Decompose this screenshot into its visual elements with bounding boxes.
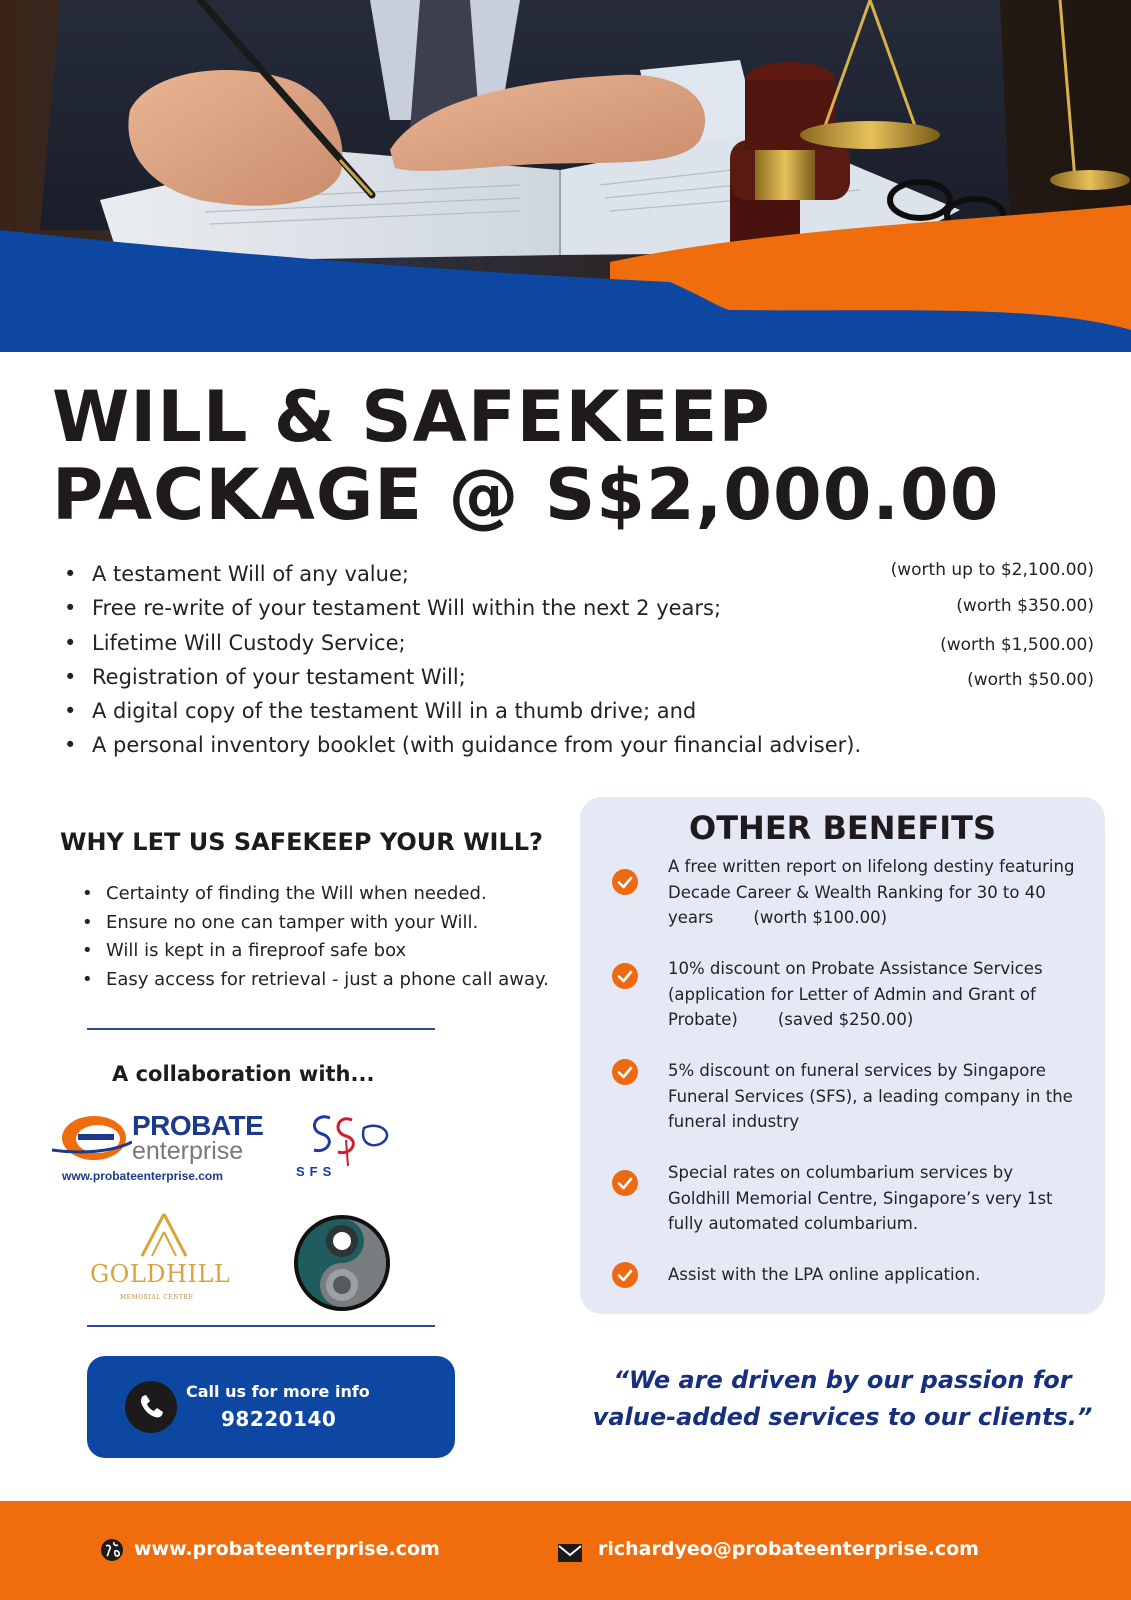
footer-bar (0, 1501, 1131, 1600)
worth-label: (worth $350.00) (956, 596, 1094, 617)
probate-enterprise-logo-icon (52, 1112, 132, 1166)
emblem-logo-icon (292, 1213, 392, 1313)
why-heading: WHY LET US SAFEKEEP YOUR WILL? (60, 828, 543, 856)
check-icon (612, 869, 638, 895)
probate-logo-name: PROBATE (132, 1110, 264, 1141)
divider-top (87, 1028, 435, 1030)
footer-email-link[interactable]: richardyeo@probateenterprise.com (598, 1538, 979, 1560)
benefit-note: (worth $100.00) (753, 908, 888, 927)
list-item: • A digital copy of the testament Will in a thumb drive; and (62, 697, 1102, 731)
benefit-item: Assist with the LPA online application. (668, 1265, 981, 1284)
title-line-2: PACKAGE @ S$2,000.00 (52, 454, 1000, 536)
package-list (62, 560, 1102, 766)
benefit-note: (saved $250.00) (777, 1010, 914, 1029)
list-item: • Will is kept in a fireproof safe box (80, 939, 580, 968)
list-item: • Free re-write of your testament Will within the next 2 years; (worth $350.00) (62, 594, 1102, 628)
email-icon (557, 1543, 583, 1563)
call-button[interactable] (87, 1356, 455, 1458)
why-list (80, 882, 580, 996)
benefit-item: 5% discount on funeral services by Singapore Funeral Services (SFS), a leading company in the funeral industry (668, 1061, 1073, 1131)
sfs-logo-text: SFS (296, 1164, 337, 1179)
probate-logo-url: www.probateenterprise.com (62, 1169, 223, 1183)
list-item: • Lifetime Will Custody Service; (worth $1,500.00) (62, 629, 1102, 663)
check-icon (612, 1170, 638, 1196)
list-item: • A personal inventory booklet (with guidance from your financial adviser). (62, 731, 1102, 765)
benefits-heading: OTHER BENEFITS (689, 809, 996, 847)
list-item: • Certainty of finding the Will when needed. (80, 882, 580, 911)
phone-icon (125, 1381, 177, 1433)
goldhill-logo-name: GOLDHILL (90, 1260, 231, 1288)
list-item: • Easy access for retrieval - just a phone call away. (80, 968, 580, 997)
sfs-logo-icon (290, 1110, 400, 1170)
worth-label: (worth $1,500.00) (940, 634, 1094, 655)
list-item: • Ensure no one can tamper with your Will. (80, 911, 580, 940)
page-title (52, 378, 1072, 534)
benefit-item: Special rates on columbarium services by Goldhill Memorial Centre, Singapore’s very 1st fully automated columbarium. (668, 1163, 1053, 1233)
check-icon (612, 1262, 638, 1288)
other-benefits-panel (580, 797, 1105, 1314)
list-item: • A testament Will of any value; (worth up to $2,100.00) (62, 560, 1102, 594)
worth-label: (worth $50.00) (967, 669, 1094, 690)
check-icon (612, 1059, 638, 1085)
benefit-item: 10% discount on Probate Assistance Services (application for Letter of Admin and Grant of Probate) (saved $250.00) (668, 959, 1043, 1029)
list-item: • Registration of your testament Will; (worth $50.00) (62, 663, 1102, 697)
call-label: Call us for more info (186, 1382, 370, 1401)
globe-icon (100, 1538, 124, 1562)
mission-quote: “We are driven by our passion for value-added services to our clients.” (592, 1366, 1093, 1431)
goldhill-logo-sub: MEMORIAL CENTRE (120, 1294, 194, 1301)
collaboration-heading: A collaboration with... (112, 1062, 375, 1086)
probate-logo-sub: enterprise (132, 1137, 244, 1165)
footer-website-link[interactable]: www.probateenterprise.com (134, 1538, 440, 1560)
benefit-item: A free written report on lifelong destiny featuring Decade Career & Wealth Ranking for 30 to 40 years (worth $100.00) (668, 857, 1075, 927)
check-icon (612, 963, 638, 989)
worth-label: (worth up to $2,100.00) (890, 560, 1094, 580)
call-number[interactable]: 98220140 (221, 1407, 337, 1431)
divider-bottom (87, 1325, 435, 1327)
goldhill-logo-icon (136, 1212, 192, 1258)
title-line-1: WILL & SAFEKEEP (52, 376, 771, 458)
hero-photo (0, 0, 1131, 352)
